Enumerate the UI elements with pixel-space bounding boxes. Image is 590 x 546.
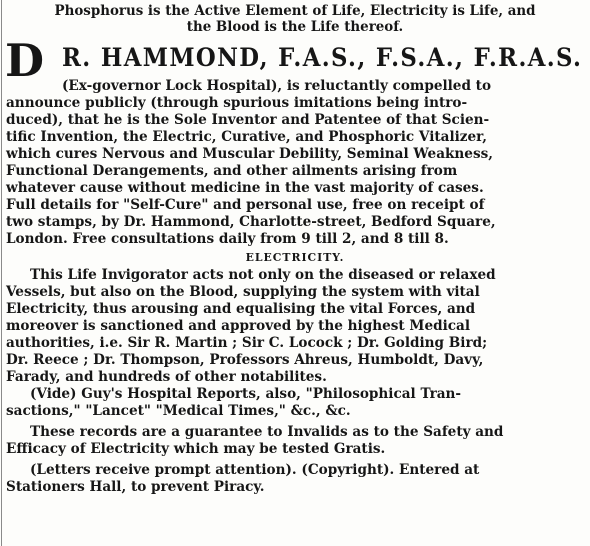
body1-line: duced), that he is the Sole Inventor and Patentee of that Scien- [6,112,490,128]
body1-line: whatever cause without medicine in the vast majority of cases. [6,180,484,196]
body1-line: which cures Nervous and Muscular Debility, Seminal Weakness, [6,146,493,162]
body1-line: tific Invention, the Electric, Curative, and Phosphoric Vitalizer, [6,129,488,145]
header-line-2: the Blood is the Life thereof. [186,19,404,35]
body2-line: Electricity, thus arousing and equalising the vital Forces, and [6,301,476,317]
body2-line: Vessels, but also on the Blood, supplying the system with vital [6,284,480,300]
body2-line: This Life Invigorator acts not only on the diseased or relaxed [30,267,496,283]
body1-line: announce publicly (through spurious imitations being intro- [6,95,468,111]
body1-line: Functional Derangements, and other ailments arising from [6,163,458,179]
body2-line: Farady, and hundreds of other notabilites. [6,369,327,385]
body1-line: London. Free consultations daily from 9 till 2, and 8 till 8. [6,231,449,247]
body1-line: (Ex-governor Lock Hospital), is reluctantly compelled to [62,78,492,94]
header-line-1: Phosphorus is the Active Element of Life, Electricity is Life, and [54,3,536,19]
title-dropcap: D [5,34,45,87]
body2-line: sactions," "Lancet" "Medical Times," &c., &c. [6,403,351,419]
column-rule [1,0,2,546]
body2-line: authorities, i.e. Sir R. Martin ; Sir C. Locock ; Dr. Golding Bird; [6,335,488,351]
body2-line: Dr. Reece ; Dr. Thompson, Professors Ahreus, Humboldt, Davy, [6,352,484,368]
body1-line: Full details for "Self-Cure" and personal use, free on receipt of [6,197,485,213]
body2-line: (Letters receive prompt attention). (Copyright). Entered at [30,462,480,478]
body2-line: moreover is sanctioned and approved by the highest Medical [6,318,471,334]
body2-line: Stationers Hall, to prevent Piracy. [6,479,265,495]
body2-line: These records are a guarantee to Invalids as to the Safety and [30,424,504,440]
title-name: R. HAMMOND, F.A.S., F.S.A., F.R.A.S. [62,43,583,72]
section-heading: ELECTRICITY. [245,251,345,264]
body2-line: Efficacy of Electricity which may be tested Gratis. [6,441,386,457]
body1-line: two stamps, by Dr. Hammond, Charlotte-street, Bedford Square, [6,214,496,230]
body2-line: (Vide) Guy's Hospital Reports, also, "Philosophical Tran- [30,386,462,402]
